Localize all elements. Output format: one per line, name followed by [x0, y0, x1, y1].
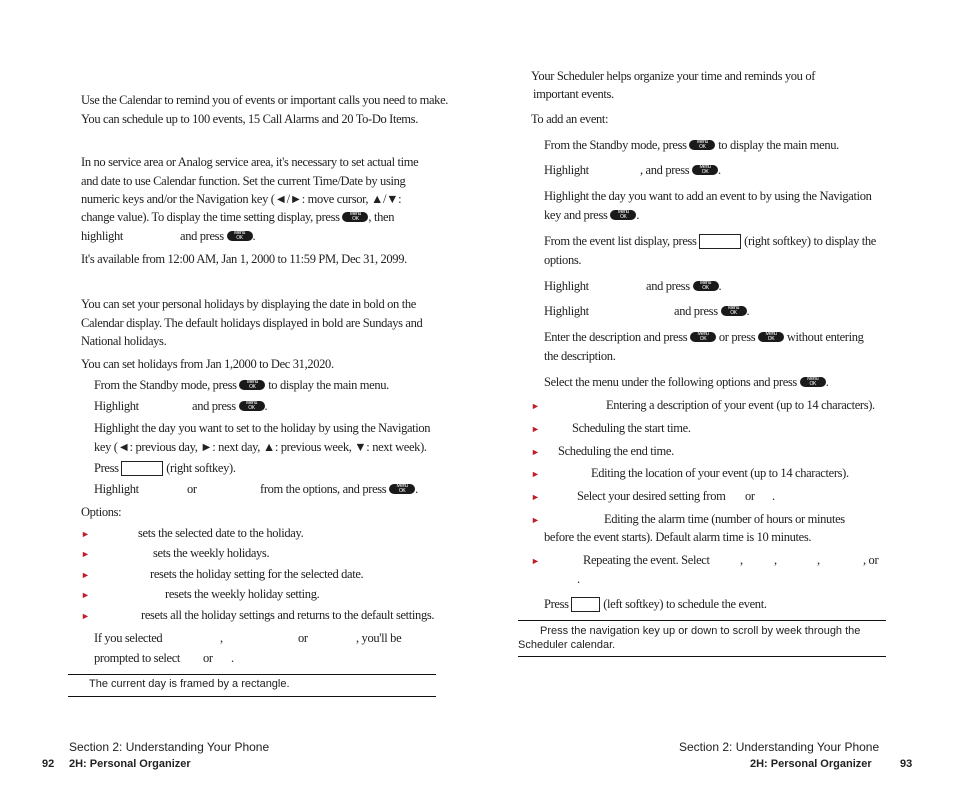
bullet-arrow-icon: ►	[531, 492, 540, 502]
left-page-number: 92	[42, 758, 55, 770]
left-option-3: resets the holiday setting for the selected date.	[150, 567, 364, 581]
menu-ok-key-icon: Menu OK	[758, 332, 784, 342]
right-step-4-line-1: From the event list display, press (right softkey) to display the	[544, 234, 876, 248]
options-label: Options:	[81, 505, 122, 519]
menu-ok-key-icon: Menu OK	[227, 231, 253, 241]
setup-text: change value). To display the time setting display, press	[81, 210, 340, 224]
bullet-arrow-icon: ►	[531, 469, 540, 479]
left-option-5: resets all the holiday settings and returns to the default settings.	[141, 608, 435, 622]
menu-ok-key-icon: Menu OK	[721, 306, 747, 316]
left-step-5: Highlight	[94, 482, 139, 496]
left-tip: The current day is framed by a rectangle.	[89, 678, 290, 690]
menu-ok-key-icon: Menu OK	[693, 281, 719, 291]
left-step-5-or: or	[187, 482, 197, 496]
menu-ok-key-icon: Menu OK	[692, 165, 718, 175]
intro-line-1: Use the Calendar to remind you of events or important calls you need to make.	[81, 93, 449, 107]
left-option-2: sets the weekly holidays.	[153, 546, 270, 560]
range-text: It's available from 12:00 AM, Jan 1, 2000 to 11:59 PM, Dec 31, 2099.	[81, 252, 407, 266]
bullet-arrow-icon: ►	[81, 549, 90, 559]
right-step-4-line-2: options.	[544, 253, 582, 267]
setup-then: , then	[368, 210, 395, 224]
intro-line-2: You can schedule up to 100 events, 15 Call Alarms and 20 To-Do Items.	[81, 112, 418, 126]
right-option-7-or: , or	[863, 553, 879, 567]
right-option-7-comma-3: ,	[817, 553, 820, 567]
right-tip-line-1: Press the navigation key up or down to scroll by week through the	[540, 625, 861, 637]
left-step-3-line-1: Highlight the day you want to set to the holiday by using the Navigation	[94, 421, 431, 435]
bullet-arrow-icon: ►	[81, 590, 90, 600]
right-step-7-line-1: Enter the description and press Menu OK or press Menu OK without entering	[544, 330, 864, 344]
left-option-4: resets the weekly holiday setting.	[165, 587, 320, 601]
bullet-arrow-icon: ►	[531, 515, 540, 525]
left-softkey-box	[571, 597, 600, 612]
left-option-1: sets the selected date to the holiday.	[138, 526, 304, 540]
bullet-arrow-icon: ►	[81, 570, 90, 580]
right-step-9: Press (left softkey) to schedule the event.	[544, 597, 767, 611]
tip-top-rule	[68, 674, 436, 675]
right-footer-chapter: 2H: Personal Organizer	[750, 758, 872, 770]
right-option-7-end: .	[577, 572, 580, 586]
bullet-arrow-icon: ►	[81, 529, 90, 539]
right-step-6: Highlight	[544, 304, 589, 318]
right-option-1: Entering a description of your event (up to 14 characters).	[606, 398, 875, 412]
note-d: , you'll be	[356, 631, 402, 645]
menu-ok-key-icon: Menu OK	[239, 401, 265, 411]
note-c: or	[298, 631, 308, 645]
right-option-7: Repeating the event. Select	[583, 553, 710, 567]
left-step-2: Highlight	[94, 399, 139, 413]
menu-ok-key-icon: Menu OK	[389, 484, 415, 494]
setup-line-5: highlight	[81, 229, 123, 243]
tip-bottom-rule	[68, 696, 436, 697]
right-softkey-box	[121, 461, 163, 476]
right-step-5-end: and press Menu OK .	[646, 279, 722, 293]
right-footer-section: Section 2: Understanding Your Phone	[679, 740, 880, 754]
right-option-5-end: .	[772, 489, 775, 503]
right-intro-line-1: Your Scheduler helps organize your time and reminds you of	[531, 69, 816, 83]
right-step-3-line-2: key and press Menu OK .	[544, 208, 640, 222]
right-step-7-line-2: the description.	[544, 349, 616, 363]
right-softkey-box	[699, 234, 741, 249]
left-step-3-line-2: key (◄: previous day, ►: next day, ▲: previous week, ▼: next week).	[94, 440, 427, 454]
right-option-7-comma-2: ,	[774, 553, 777, 567]
setup-line-2: and date to use Calendar function. Set the current Time/Date by using	[81, 174, 406, 188]
note-g: .	[231, 651, 234, 665]
right-option-4: Editing the location of your event (up to 14 characters).	[591, 466, 849, 480]
left-step-4: Press (right softkey).	[94, 461, 236, 475]
bullet-arrow-icon: ►	[531, 447, 540, 457]
right-tip-top-rule	[518, 620, 886, 621]
right-option-3: Scheduling the end time.	[558, 444, 674, 458]
setup-line-4	[81, 209, 394, 226]
holidays-line-1: You can set your personal holidays by displaying the date in bold on the	[81, 297, 416, 311]
right-intro-line-2: important events.	[533, 87, 614, 101]
menu-ok-key-icon: Menu OK	[689, 140, 715, 150]
left-footer-chapter: 2H: Personal Organizer	[69, 758, 191, 770]
bullet-arrow-icon: ►	[531, 401, 540, 411]
note-a: If you selected	[94, 631, 163, 645]
right-step-1: From the Standby mode, press Menu OK to display the main menu.	[544, 138, 839, 152]
right-step-6-end: and press Menu OK .	[674, 304, 750, 318]
menu-ok-key-icon: Menu OK	[690, 332, 716, 342]
holidays-line-3: National holidays.	[81, 334, 167, 348]
left-step-2-end: and press Menu OK .	[192, 399, 268, 413]
right-option-7-comma-1: ,	[740, 553, 743, 567]
bullet-arrow-icon: ►	[531, 424, 540, 434]
setup-line-1: In no service area or Analog service area, it's necessary to set actual time	[81, 155, 419, 169]
left-footer-section: Section 2: Understanding Your Phone	[69, 740, 270, 754]
setup-line-3: numeric keys and/or the Navigation key (◄/►: move cursor, ▲/▼:	[81, 192, 402, 206]
to-add-label: To add an event:	[531, 112, 609, 126]
right-option-2: Scheduling the start time.	[572, 421, 691, 435]
holidays-line-2: Calendar display. The default holidays displayed in bold are Sundays and	[81, 316, 423, 330]
right-tip-bottom-rule	[518, 656, 886, 657]
menu-ok-key-icon: Menu OK	[342, 212, 368, 222]
right-option-6: Editing the alarm time (number of hours or minutes	[604, 512, 845, 526]
left-step-5-end: from the options, and press Menu OK .	[260, 482, 418, 496]
note-e: prompted to select	[94, 651, 181, 665]
holiday-range: You can set holidays from Jan 1,2000 to Dec 31,2020.	[81, 357, 334, 371]
setup-line-5-end: and press Menu OK .	[180, 229, 256, 243]
right-step-5: Highlight	[544, 279, 589, 293]
right-page-number: 93	[900, 758, 913, 770]
menu-ok-key-icon: Menu OK	[239, 380, 265, 390]
bullet-arrow-icon: ►	[531, 556, 540, 566]
right-tip-line-2: Scheduler calendar.	[518, 639, 616, 651]
left-step-1: From the Standby mode, press Menu OK to display the main menu.	[94, 378, 389, 392]
right-step-3-line-1: Highlight the day you want to add an event to by using the Navigation	[544, 189, 872, 203]
menu-ok-key-icon: Menu OK	[800, 377, 826, 387]
right-step-8: Select the menu under the following options and press Menu OK .	[544, 375, 829, 389]
bullet-arrow-icon: ►	[81, 611, 90, 621]
right-step-2: Highlight	[544, 163, 589, 177]
note-f: or	[203, 651, 213, 665]
right-option-5: Select your desired setting from	[577, 489, 726, 503]
menu-ok-key-icon: Menu OK	[610, 210, 636, 220]
note-b: ,	[220, 631, 223, 645]
right-step-2-end: , and press Menu OK .	[640, 163, 721, 177]
right-option-5-or: or	[745, 489, 755, 503]
right-option-6-line-2: before the event starts). Default alarm time is 10 minutes.	[544, 530, 812, 544]
